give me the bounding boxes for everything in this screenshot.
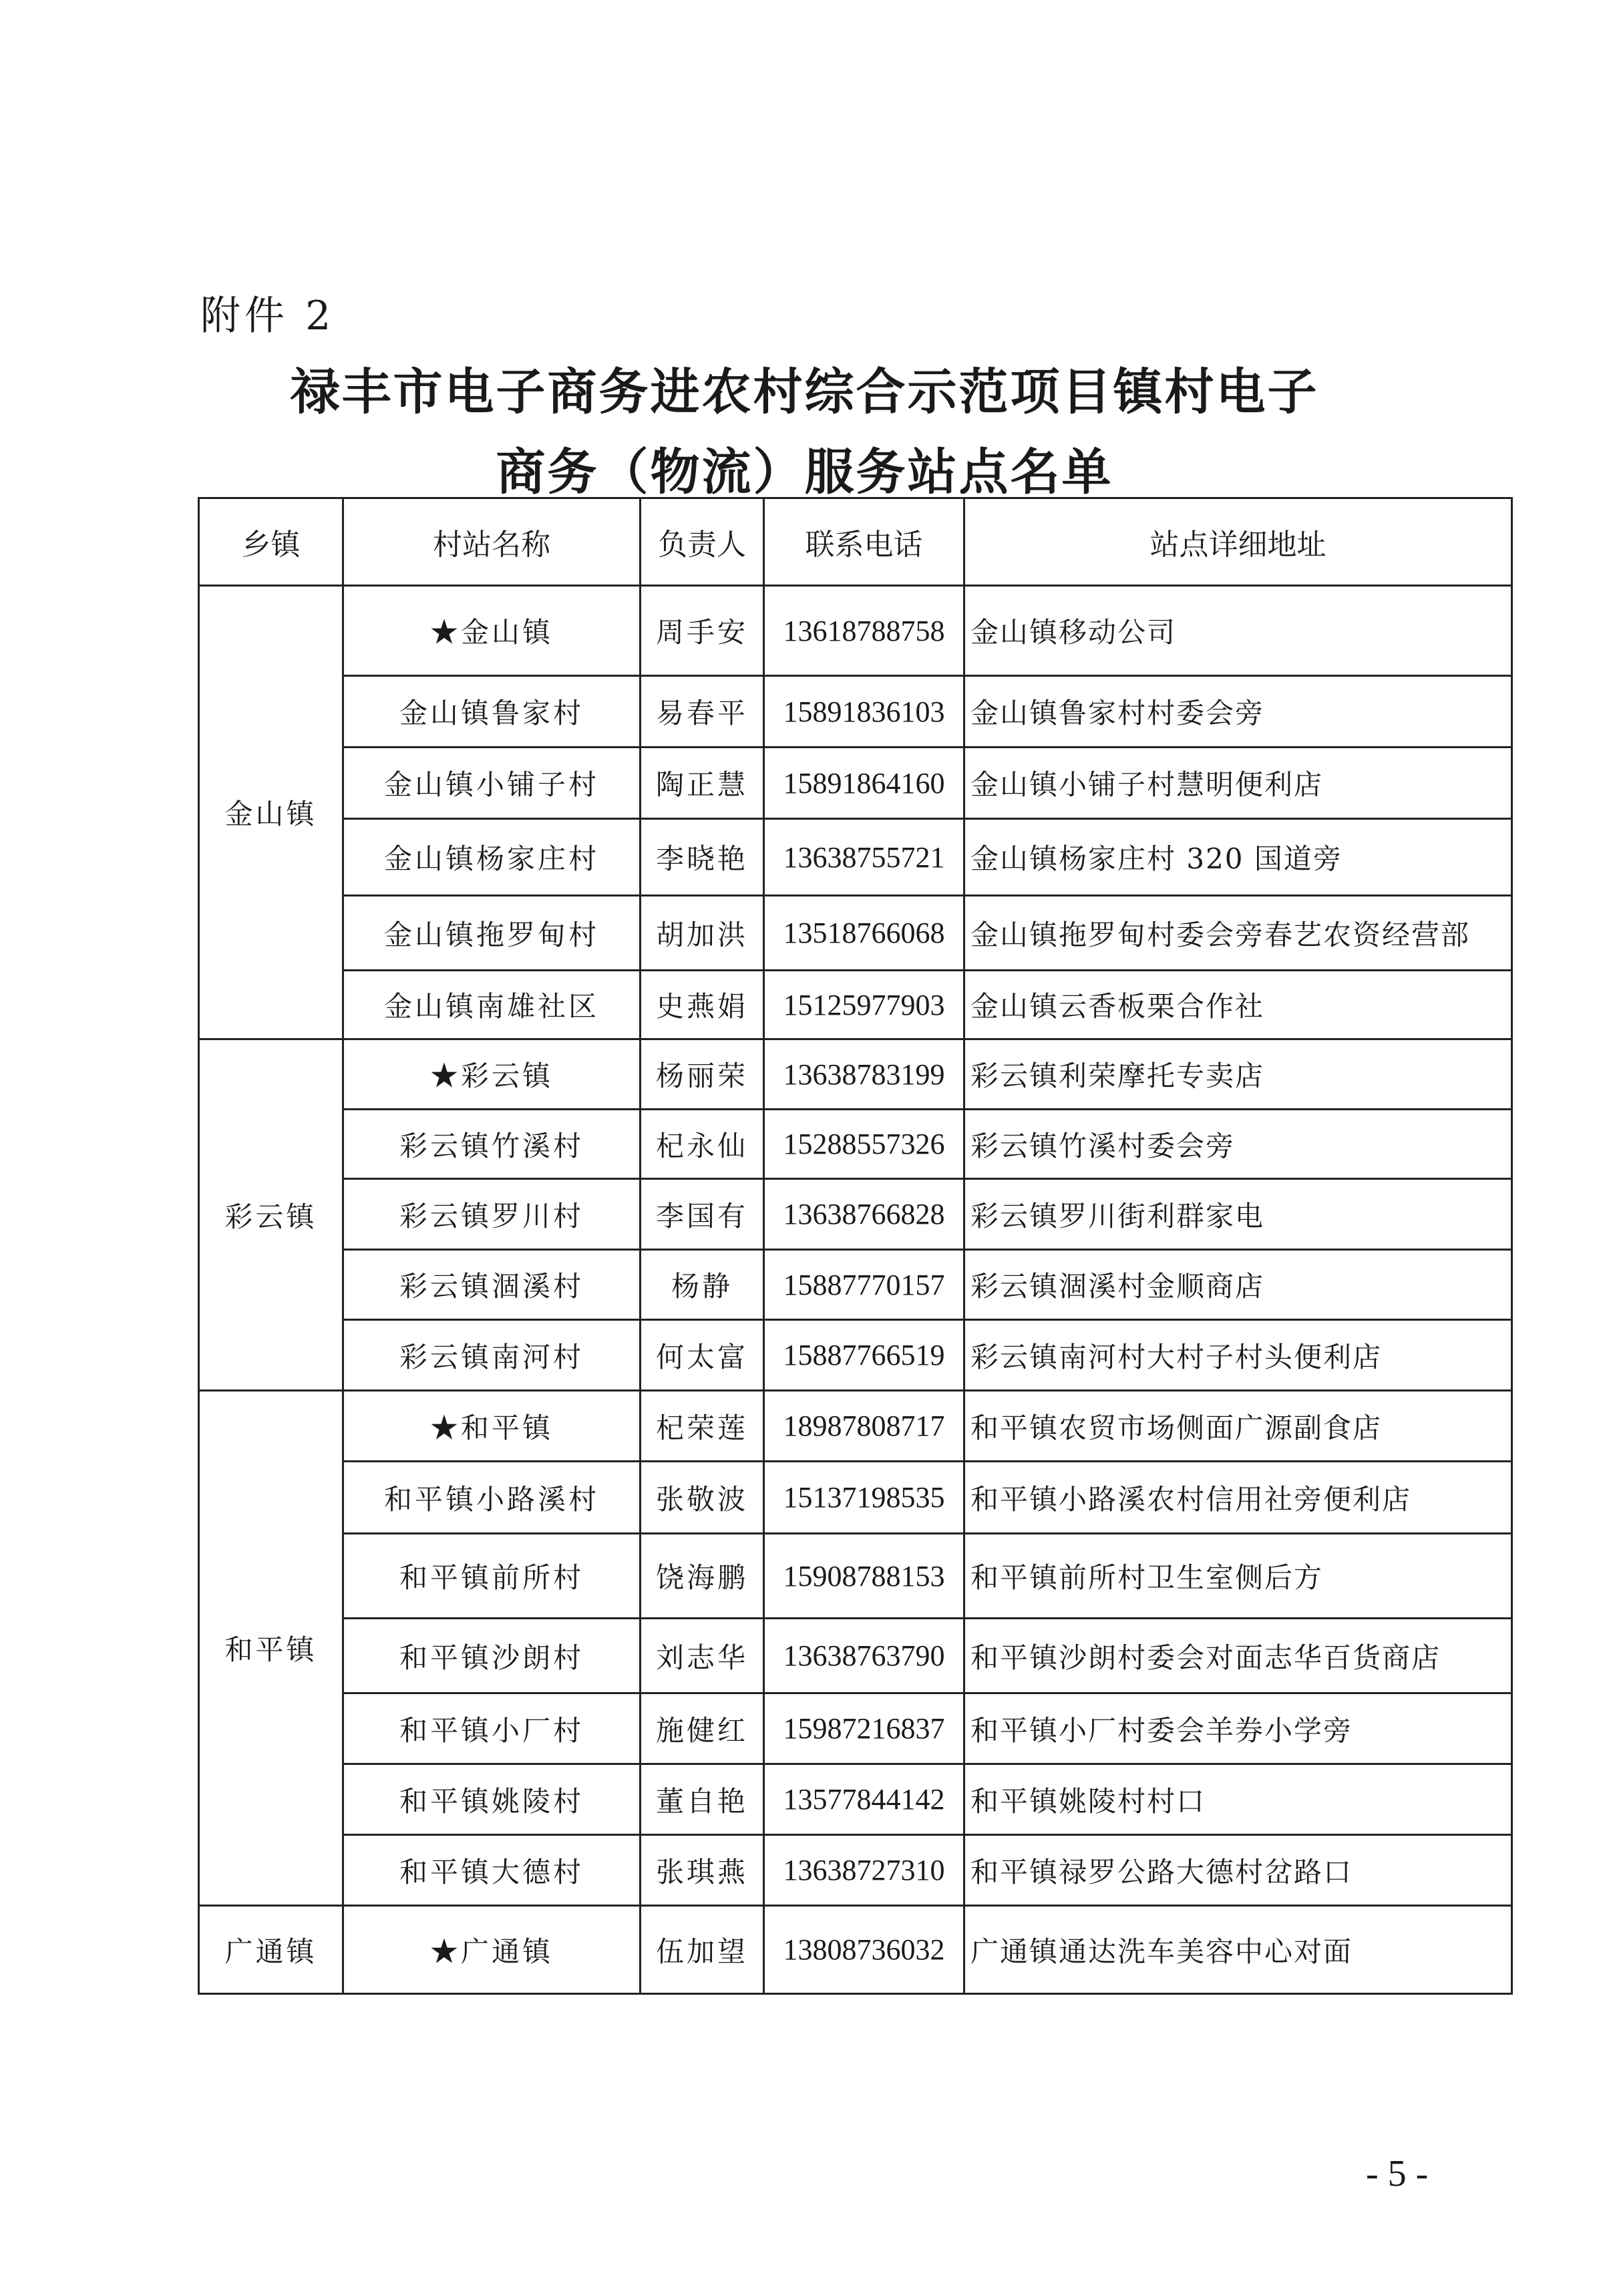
village-cell: 金山镇南雄社区 bbox=[343, 971, 641, 1039]
town-cell: 和平镇 bbox=[199, 1391, 343, 1906]
address-cell: 彩云镇罗川街利群家电 bbox=[964, 1179, 1512, 1250]
village-cell: 彩云镇竹溪村 bbox=[343, 1110, 641, 1179]
village-cell: 和平镇前所村 bbox=[343, 1534, 641, 1619]
phone-cell: 15987216837 bbox=[764, 1693, 964, 1764]
village-cell: 金山镇拖罗甸村 bbox=[343, 896, 641, 971]
village-cell: 和平镇小厂村 bbox=[343, 1693, 641, 1764]
phone-cell: 15288557326 bbox=[764, 1110, 964, 1179]
person-cell: 杞永仙 bbox=[641, 1110, 764, 1179]
header-address: 站点详细地址 bbox=[964, 498, 1512, 586]
table-row bbox=[199, 1534, 1512, 1619]
address-cell: 和平镇禄罗公路大德村岔路口 bbox=[964, 1835, 1512, 1906]
table-row bbox=[199, 1179, 1512, 1250]
village-cell: 彩云镇南河村 bbox=[343, 1320, 641, 1391]
document-title-line2: 商务（物流）服务站点名单 bbox=[496, 444, 1113, 501]
address-cell: 金山镇拖罗甸村委会旁春艺农资经营部 bbox=[964, 896, 1512, 971]
header-person: 负责人 bbox=[641, 498, 764, 586]
person-cell: 杨丽荣 bbox=[641, 1039, 764, 1110]
phone-cell: 13518766068 bbox=[764, 896, 964, 971]
table-row bbox=[199, 1462, 1512, 1534]
address-cell: 金山镇小铺子村慧明便利店 bbox=[964, 748, 1512, 819]
table-row bbox=[199, 1835, 1512, 1906]
address-cell: 彩云镇利荣摩托专卖店 bbox=[964, 1039, 1512, 1110]
table-row bbox=[199, 676, 1512, 748]
village-cell: 和平镇小路溪村 bbox=[343, 1462, 641, 1534]
header-town: 乡镇 bbox=[199, 498, 343, 586]
person-cell: 胡加洪 bbox=[641, 896, 764, 971]
table-body bbox=[199, 586, 1512, 1994]
person-cell: 陶正慧 bbox=[641, 748, 764, 819]
address-cell: 和平镇小路溪农村信用社旁便利店 bbox=[964, 1462, 1512, 1534]
village-cell: 和平镇大德村 bbox=[343, 1835, 641, 1906]
person-cell: 刘志华 bbox=[641, 1619, 764, 1693]
address-cell: 和平镇沙朗村委会对面志华百货商店 bbox=[964, 1619, 1512, 1693]
village-cell: 金山镇小铺子村 bbox=[343, 748, 641, 819]
phone-cell: 15891836103 bbox=[764, 676, 964, 748]
phone-cell: 15908788153 bbox=[764, 1534, 964, 1619]
station-table bbox=[198, 497, 1513, 1995]
table-row bbox=[199, 971, 1512, 1039]
table-row bbox=[199, 1764, 1512, 1835]
person-cell: 张琪燕 bbox=[641, 1835, 764, 1906]
address-cell: 彩云镇涸溪村金顺商店 bbox=[964, 1250, 1512, 1320]
document-title-line1: 禄丰市电子商务进农村综合示范项目镇村电子 bbox=[290, 363, 1319, 421]
person-cell: 饶海鹏 bbox=[641, 1534, 764, 1619]
village-cell: ★彩云镇 bbox=[343, 1039, 641, 1110]
village-cell: ★金山镇 bbox=[343, 586, 641, 676]
person-cell: 何太富 bbox=[641, 1320, 764, 1391]
phone-cell: 13638763790 bbox=[764, 1619, 964, 1693]
phone-cell: 15887766519 bbox=[764, 1320, 964, 1391]
address-cell: 和平镇姚陵村村口 bbox=[964, 1764, 1512, 1835]
person-cell: 李国有 bbox=[641, 1179, 764, 1250]
person-cell: 杨静 bbox=[641, 1250, 764, 1320]
address-cell: 金山镇云香板栗合作社 bbox=[964, 971, 1512, 1039]
village-cell: ★和平镇 bbox=[343, 1391, 641, 1462]
table-row bbox=[199, 1619, 1512, 1693]
phone-cell: 13638783199 bbox=[764, 1039, 964, 1110]
phone-cell: 18987808717 bbox=[764, 1391, 964, 1462]
address-cell: 彩云镇南河村大村子村头便利店 bbox=[964, 1320, 1512, 1391]
table-row bbox=[199, 1039, 1512, 1110]
village-cell: 彩云镇罗川村 bbox=[343, 1179, 641, 1250]
header-village: 村站名称 bbox=[343, 498, 641, 586]
phone-cell: 13577844142 bbox=[764, 1764, 964, 1835]
person-cell: 杞荣莲 bbox=[641, 1391, 764, 1462]
address-cell: 广通镇通达洗车美容中心对面 bbox=[964, 1906, 1512, 1994]
table-row bbox=[199, 1250, 1512, 1320]
person-cell: 伍加望 bbox=[641, 1906, 764, 1994]
phone-cell: 15125977903 bbox=[764, 971, 964, 1039]
table-header-row bbox=[199, 498, 1512, 586]
person-cell: 史燕娟 bbox=[641, 971, 764, 1039]
town-cell: 广通镇 bbox=[199, 1906, 343, 1994]
phone-cell: 13638766828 bbox=[764, 1179, 964, 1250]
table-row bbox=[199, 896, 1512, 971]
phone-cell: 13638727310 bbox=[764, 1835, 964, 1906]
table-row bbox=[199, 1320, 1512, 1391]
phone-cell: 15137198535 bbox=[764, 1462, 964, 1534]
table-row bbox=[199, 1110, 1512, 1179]
phone-cell: 13638755721 bbox=[764, 819, 964, 896]
phone-cell: 15887770157 bbox=[764, 1250, 964, 1320]
address-cell: 和平镇前所村卫生室侧后方 bbox=[964, 1534, 1512, 1619]
address-cell: 彩云镇竹溪村委会旁 bbox=[964, 1110, 1512, 1179]
village-cell: 金山镇鲁家村 bbox=[343, 676, 641, 748]
phone-cell: 13808736032 bbox=[764, 1906, 964, 1994]
address-cell: 和平镇农贸市场侧面广源副食店 bbox=[964, 1391, 1512, 1462]
table-row bbox=[199, 1693, 1512, 1764]
town-cell: 彩云镇 bbox=[199, 1039, 343, 1391]
person-cell: 董自艳 bbox=[641, 1764, 764, 1835]
person-cell: 李晓艳 bbox=[641, 819, 764, 896]
person-cell: 易春平 bbox=[641, 676, 764, 748]
person-cell: 张敬波 bbox=[641, 1462, 764, 1534]
table-row bbox=[199, 1906, 1512, 1994]
phone-cell: 15891864160 bbox=[764, 748, 964, 819]
person-cell: 施健红 bbox=[641, 1693, 764, 1764]
table-row bbox=[199, 819, 1512, 896]
village-cell: 和平镇姚陵村 bbox=[343, 1764, 641, 1835]
village-cell: 和平镇沙朗村 bbox=[343, 1619, 641, 1693]
person-cell: 周手安 bbox=[641, 586, 764, 676]
address-cell: 和平镇小厂村委会羊券小学旁 bbox=[964, 1693, 1512, 1764]
table-row bbox=[199, 748, 1512, 819]
address-cell: 金山镇移动公司 bbox=[964, 586, 1512, 676]
attachment-label: 附件 2 bbox=[200, 293, 335, 339]
table-row bbox=[199, 586, 1512, 676]
village-cell: 金山镇杨家庄村 bbox=[343, 819, 641, 896]
address-cell: 金山镇杨家庄村 320 国道旁 bbox=[964, 819, 1512, 896]
phone-cell: 13618788758 bbox=[764, 586, 964, 676]
town-cell: 金山镇 bbox=[199, 586, 343, 1039]
address-cell: 金山镇鲁家村村委会旁 bbox=[964, 676, 1512, 748]
table-row bbox=[199, 1391, 1512, 1462]
page-number: - 5 - bbox=[1366, 2153, 1429, 2194]
village-cell: 彩云镇涸溪村 bbox=[343, 1250, 641, 1320]
header-phone: 联系电话 bbox=[764, 498, 964, 586]
village-cell: ★广通镇 bbox=[343, 1906, 641, 1994]
